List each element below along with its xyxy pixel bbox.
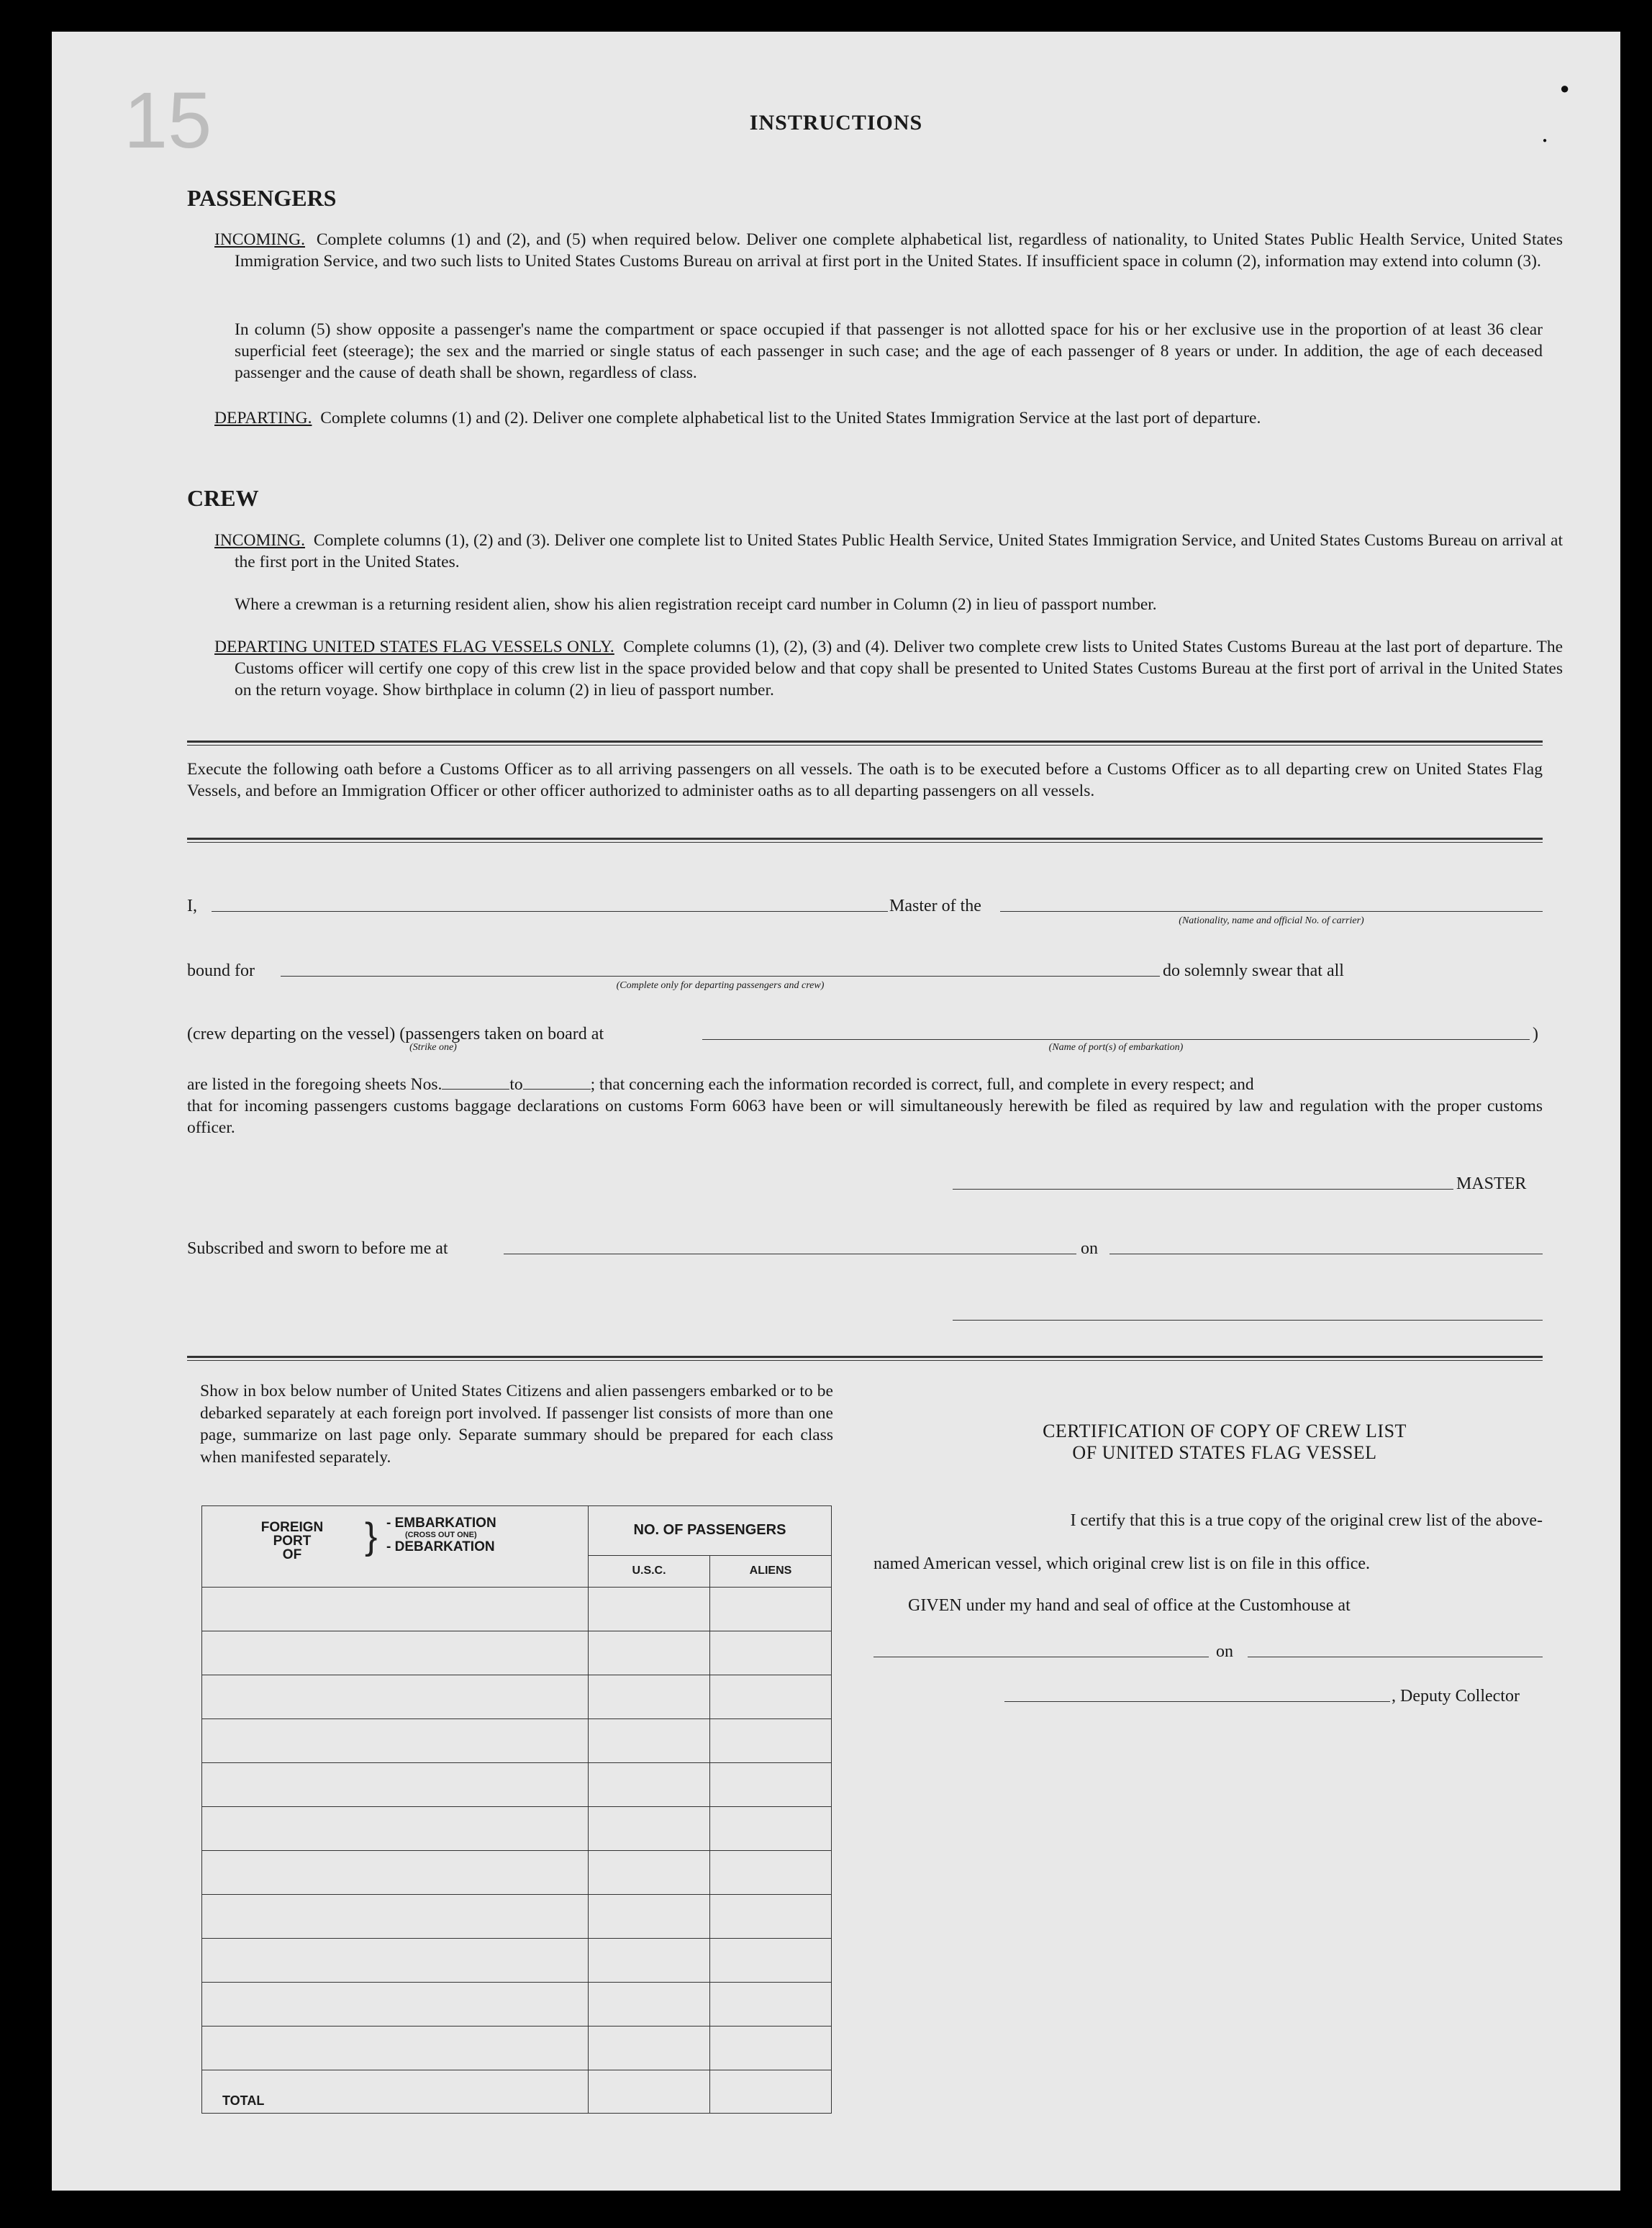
table-row-aliens[interactable] xyxy=(710,1631,832,1675)
table-row-usc[interactable] xyxy=(589,1939,710,1983)
master-signature-field[interactable] xyxy=(953,1189,1453,1190)
table-row-aliens[interactable] xyxy=(710,1895,832,1939)
table-row-usc[interactable] xyxy=(589,1631,710,1675)
table-row-usc[interactable] xyxy=(589,1719,710,1763)
table-row-port[interactable] xyxy=(202,1588,589,1631)
foreign-label: FOREIGN xyxy=(260,1520,324,1535)
listed-line xyxy=(187,1074,1543,1095)
certification-title xyxy=(905,1421,1544,1464)
total-label: TOTAL xyxy=(202,2070,589,2114)
close-paren: ) xyxy=(1533,1025,1538,1043)
crew-incoming-paragraph xyxy=(214,530,1563,573)
table-row-usc[interactable] xyxy=(589,1983,710,2027)
listed-to: to xyxy=(509,1075,523,1094)
crew-departing-text: Complete columns (1), (2), (3) and (4). Deliver two complete crew lists to United States Customs Bureau at the last port of departure. The Customs officer will certify one copy of this crew list in the space provided below and that copy shall be presented to United States Customs Bureau at the first port of arrival in the United States on the return voyage. Show birthplace in column (2) in lieu of passport number. xyxy=(235,638,1563,699)
listed-text-a: are listed in the foregoing sheets Nos. xyxy=(187,1075,442,1094)
table-row-usc[interactable] xyxy=(589,1588,710,1631)
subscribed-label: Subscribed and sworn to before me at xyxy=(187,1239,448,1258)
sheet-from-field[interactable] xyxy=(442,1089,509,1090)
table-row-port[interactable] xyxy=(202,1631,589,1675)
crew-departing-label: (crew departing on the vessel) (passengers taken on board at xyxy=(187,1025,604,1043)
port-header-cell xyxy=(202,1506,589,1588)
table-row-port[interactable] xyxy=(202,1983,589,2027)
table-row-port[interactable] xyxy=(202,1763,589,1807)
deputy-signature-field[interactable] xyxy=(1004,1701,1390,1702)
passengers-departing-text: Complete columns (1) and (2). Deliver one complete alphabetical list to the United States Immigration Service at the last port of departure. xyxy=(320,409,1261,427)
passengers-incoming-label: INCOMING. xyxy=(214,230,305,249)
table-row-aliens[interactable] xyxy=(710,1983,832,2027)
table-row-port[interactable] xyxy=(202,1807,589,1851)
passengers-incoming-paragraph xyxy=(214,229,1563,272)
crew-departing-paragraph xyxy=(214,636,1563,701)
usc-header: U.S.C. xyxy=(589,1555,710,1587)
port-label: PORT xyxy=(273,1534,312,1549)
debarkation-label: - DEBARKATION xyxy=(386,1539,495,1554)
certification-title-line1: CERTIFICATION OF COPY OF CREW LIST xyxy=(1043,1421,1407,1441)
ink-mark: ● xyxy=(1543,137,1548,145)
divider xyxy=(187,741,1543,746)
ink-mark: ● xyxy=(1560,79,1570,97)
passengers-heading: PASSENGERS xyxy=(187,185,337,211)
crew-departing-label: DEPARTING UNITED STATES FLAG VESSELS ONLY. xyxy=(214,638,614,656)
table-row-port[interactable] xyxy=(202,1939,589,1983)
master-name-field[interactable] xyxy=(212,911,888,912)
table-row-port[interactable] xyxy=(202,2027,589,2070)
table-row-port[interactable] xyxy=(202,1675,589,1719)
certify-line1: I certify that this is a true copy of the original crew list of the above- xyxy=(1070,1511,1543,1530)
passenger-summary-table xyxy=(201,1505,832,2114)
passengers-departing-paragraph xyxy=(214,407,1563,429)
given-line: GIVEN under my hand and seal of office at the Customhouse at xyxy=(908,1596,1351,1615)
passengers-departing-label: DEPARTING. xyxy=(214,409,312,427)
crew-incoming-text: Complete columns (1), (2) and (3). Deliver one complete list to United States Public Health Service, United States Immigration Service, and United States Customs Bureau on arrival at the first port in the United States. xyxy=(235,531,1563,571)
divider xyxy=(187,838,1543,843)
listed-text-b: ; that concerning each the information recorded is correct, full, and complete in every respect; and xyxy=(590,1075,1254,1094)
listed-text-c: that for incoming passengers customs baggage declarations on customs Form 6063 have been or will simultaneously herewith be filed as required by law and regulation with the proper customs officer. xyxy=(187,1097,1543,1137)
bleed-through-number: 15 xyxy=(124,76,212,165)
cert-on-label: on xyxy=(1216,1642,1233,1661)
page-title: INSTRUCTIONS xyxy=(749,111,923,135)
passengers-column5-paragraph: In column (5) show opposite a passenger's name the compartment or space occupied if that passenger is not allotted space for his or her exclusive use in the proportion of at least 36 clear superficial feet (steerage); the sex and the married or single status of each passenger in such case; and the age of each passenger of 8 years or under. In addition, the age of each deceased passenger and the cause of death shall be shown, regardless of class. xyxy=(235,320,1543,382)
oath-i-label: I, xyxy=(187,897,197,915)
table-row-port[interactable] xyxy=(202,1895,589,1939)
certification-title-line2: OF UNITED STATES FLAG VESSEL xyxy=(1072,1442,1377,1463)
bound-for-label: bound for xyxy=(187,961,255,980)
ports-caption: (Name of port(s) of embarkation) xyxy=(1048,1042,1184,1053)
table-row-aliens[interactable] xyxy=(710,1807,832,1851)
oath-intro-paragraph: Execute the following oath before a Customs Officer as to all arriving passengers on all vessels. The oath is to be executed before a Customs Officer as to all departing crew on United States Flag Vessels, and before an Immigration Officer or other officer authorized to administer oaths as to all departing passengers on all vessels. xyxy=(187,760,1543,800)
passengers-incoming-text: Complete columns (1) and (2), and (5) when required below. Deliver one complete alphabetical list, regardless of nationality, to United States Public Health Service, United States Immigration Service, and two such lists to United States Customs Bureau on arrival at first port in the United States. If insufficient space in column (2), information may extend into column (3). xyxy=(235,230,1564,271)
nationality-caption: (Nationality, name and official No. of carrier) xyxy=(1179,915,1364,926)
crew-resident-paragraph: Where a crewman is a returning resident alien, show his alien registration receipt card number in Column (2) in lieu of passport number. xyxy=(235,595,1157,614)
officer-signature-field[interactable] xyxy=(953,1320,1543,1321)
total-aliens-cell[interactable] xyxy=(710,2070,832,2114)
bound-for-field[interactable] xyxy=(281,976,1160,977)
master-label: MASTER xyxy=(1456,1174,1527,1193)
bracket-glyph: } xyxy=(365,1516,378,1557)
table-row-port[interactable] xyxy=(202,1719,589,1763)
bound-for-caption: (Complete only for departing passengers and crew) xyxy=(616,980,825,991)
divider xyxy=(187,1356,1543,1361)
table-row-usc[interactable] xyxy=(589,1895,710,1939)
strike-one-caption: (Strike one) xyxy=(409,1042,457,1053)
table-row-aliens[interactable] xyxy=(710,1851,832,1895)
carrier-field[interactable] xyxy=(1000,911,1543,912)
table-row-usc[interactable] xyxy=(589,1851,710,1895)
sheet-to-field[interactable] xyxy=(523,1089,591,1090)
embarkation-port-field[interactable] xyxy=(702,1039,1530,1040)
certify-line2: named American vessel, which original crew list is on file in this office. xyxy=(873,1554,1371,1573)
table-row-aliens[interactable] xyxy=(710,1675,832,1719)
sworn-on-label: on xyxy=(1081,1239,1098,1258)
deputy-collector-label: , Deputy Collector xyxy=(1392,1687,1520,1706)
swear-label: do solemnly swear that all xyxy=(1163,961,1344,980)
table-row-aliens[interactable] xyxy=(710,1588,832,1631)
master-of-the-label: Master of the xyxy=(889,897,981,915)
embarkation-label: - EMBARKATION xyxy=(386,1516,496,1531)
table-row-usc[interactable] xyxy=(589,1807,710,1851)
table-row-usc[interactable] xyxy=(589,2027,710,2070)
table-row-aliens[interactable] xyxy=(710,2027,832,2070)
total-usc-cell[interactable] xyxy=(589,2070,710,2114)
document-page xyxy=(52,32,1620,2191)
table-row-aliens[interactable] xyxy=(710,1719,832,1763)
of-label: OF xyxy=(282,1547,302,1562)
crew-incoming-label: INCOMING. xyxy=(214,531,305,550)
aliens-header: ALIENS xyxy=(710,1555,832,1587)
table-row-aliens[interactable] xyxy=(710,1763,832,1807)
no-of-passengers-header: NO. OF PASSENGERS xyxy=(589,1506,832,1556)
crew-heading: CREW xyxy=(187,485,259,511)
summary-note: Show in box below number of United States Citizens and alien passengers embarked or to be debarked separately at each foreign port involved. If passenger list consists of more than one page, summarize on last page only. Separate summary should be prepared for each class when manifested separately. xyxy=(200,1382,833,1467)
cross-out-label: (CROSS OUT ONE) xyxy=(405,1531,477,1539)
table-row-port[interactable] xyxy=(202,1851,589,1895)
table-row-usc[interactable] xyxy=(589,1763,710,1807)
table-row-usc[interactable] xyxy=(589,1675,710,1719)
table-row-aliens[interactable] xyxy=(710,1939,832,1983)
